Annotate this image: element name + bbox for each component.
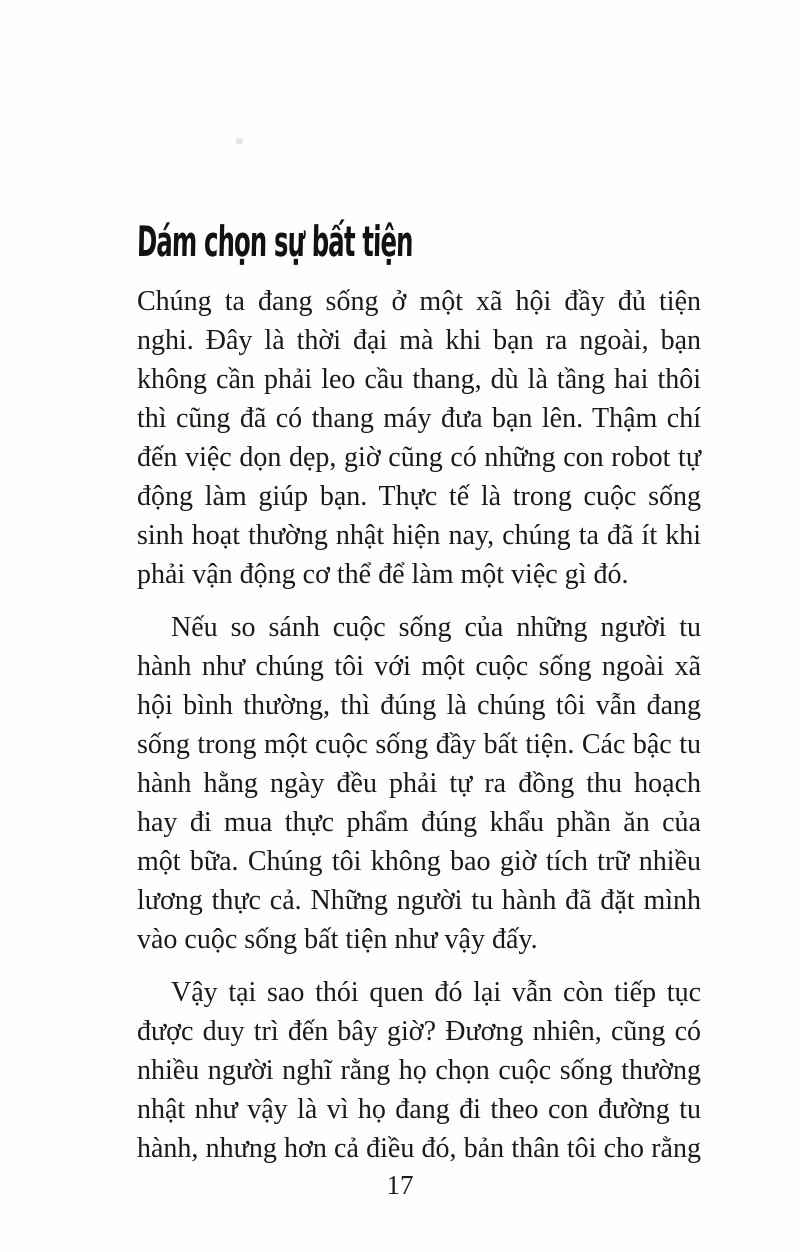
body-paragraph-2: Nếu so sánh cuộc sống của những người tu hành như chúng tôi với một cuộc sống ngoài xã hội bình thường, thì đúng là chúng tôi vẫn đang sống trong một cuộc sống đầy bất tiện. Các bậc tu hành hằng ngày đều phải tự ra đồng thu hoạch hay đi mua thực phẩm đúng khẩu phần ăn của một bữa. Chúng tôi không bao giờ tích trữ nhiều lương thực cả. Những người tu hành đã đặt mình vào cuộc sống bất tiện như vậy đấy. [137,612,701,955]
page-number: 17 [386,1170,414,1200]
body-paragraph-1: Chúng ta đang sống ở một xã hội đầy đủ tiện nghi. Đây là thời đại mà khi bạn ra ngoài, bạn không cần phải leo cầu thang, dù là tầng hai thôi thì cũng đã có thang máy đưa bạn lên. Thậm chí đến việc dọn dẹp, giờ cũng có những con robot tự động làm giúp bạn. Thực tế là trong cuộc sống sinh hoạt thường nhật hiện nay, chúng ta đã ít khi phải vận động cơ thể để làm một việc gì đó. [137,286,701,590]
chapter-heading: Dám chọn sự bất tiện [136,217,414,266]
page-content [136,217,701,1168]
scan-artifact [236,138,243,144]
body-paragraph-3: Vậy tại sao thói quen đó lại vẫn còn tiếp tục được duy trì đến bây giờ? Đương nhiên, cũng có nhiều người nghĩ rằng họ chọn cuộc sống thường nhật như vậy là vì họ đang đi theo con đường tu hành, nhưng hơn cả điều đó, bản thân tôi cho rằng [137,977,701,1164]
